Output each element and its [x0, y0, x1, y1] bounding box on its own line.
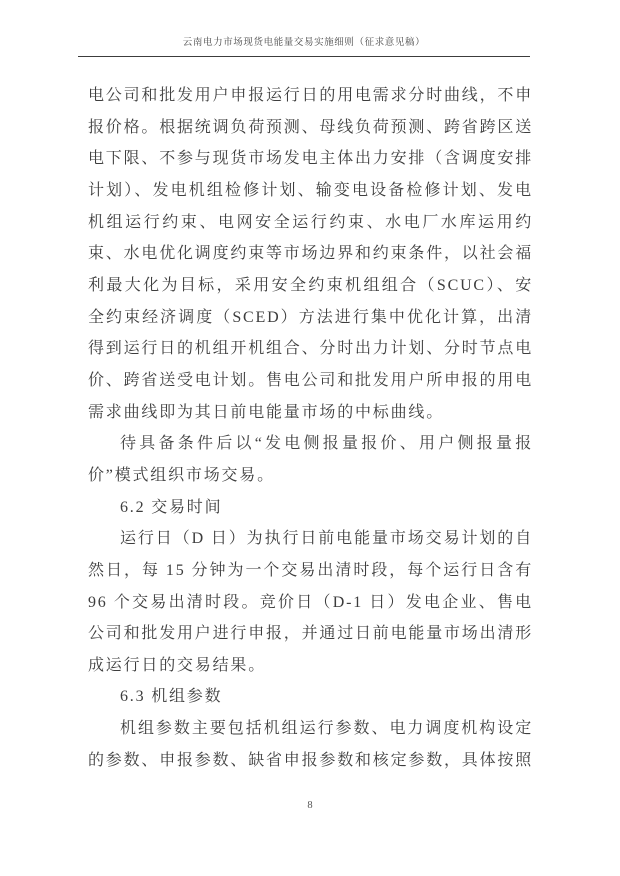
paragraph-unit-parameters-detail: 机组参数主要包括机组运行参数、电力调度机构设定的参数、申报参数、缺省申报参数和核定参数，具体按照	[88, 720, 534, 769]
page-number: 8	[307, 800, 313, 811]
section-heading-6-3-unit-parameters: 6.3 机组参数	[120, 688, 223, 706]
paragraph-future-trading-mode: 待具备条件后以“发电侧报量报价、用户侧报量报价”模式组织市场交易。	[88, 435, 533, 484]
page-footer	[0, 799, 620, 813]
header-title: 云南电力市场现货电能量交易实施细则（征求意见稿）	[182, 38, 426, 48]
header-rule	[78, 56, 530, 57]
section-heading-6-2-trading-time: 6.2 交易时间	[120, 498, 223, 516]
document-body	[88, 80, 533, 776]
paragraph-day-ahead-clearing: 电公司和批发用户申报运行日的用电需求分时曲线，不申报价格。根据统调负荷预测、母线负荷预测、跨省跨区送电下限、不参与现货市场发电主体出力安排（含调度安排计划）、发电机组检修计划、输变电设备检修计划、发电机组运行约束、电网安全运行约束、水电厂水库运用约束、水电优化调度约束等市场边界和约束条件，以社会福利最大化为目标，采用安全约束机组组合（SCUC）、安全约束经济调度（SCED）方法进行集中优化计算，出清得到运行日的机组开机组合、分时出力计划、分时节点电价、跨省送受电计划。售电公司和批发用户所申报的用电需求曲线即为其日前电能量市场的中标曲线。	[88, 87, 534, 421]
page-header	[78, 38, 530, 57]
paragraph-trading-time-detail: 运行日（D 日）为执行日前电能量市场交易计划的自然日，每 15 分钟为一个交易出清时段，每个运行日含有 96 个交易出清时段。竞价日（D-1 日）发电企业、售电公司和批发用户进行申报，并通过日前电能量市场出清形成运行日的交易结果。	[88, 530, 534, 674]
